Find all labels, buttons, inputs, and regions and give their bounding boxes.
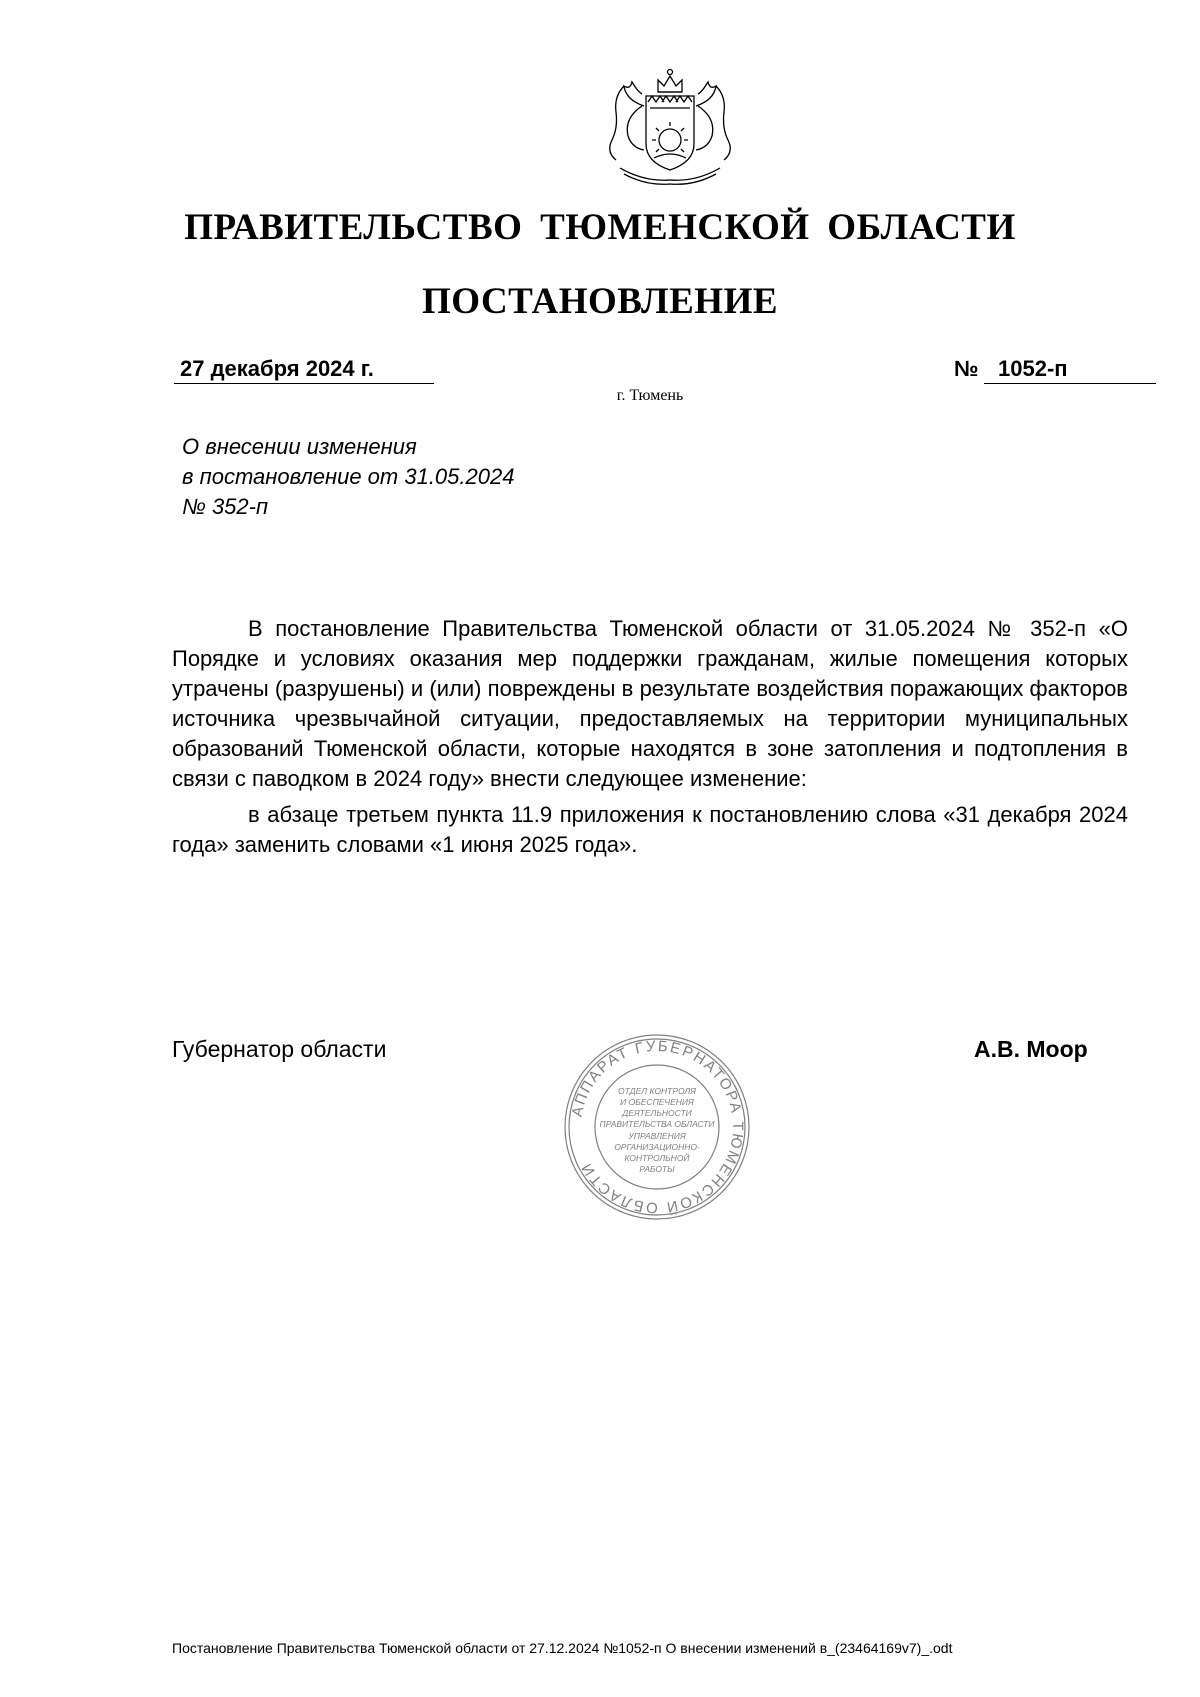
document-body	[172, 614, 1128, 866]
stamp-line: И ОБЕСПЕЧЕНИЯ	[620, 1097, 694, 1107]
stamp-line: КОНТРОЛЬНОЙ	[624, 1153, 690, 1163]
document-subject	[182, 432, 514, 522]
stamp-line: ОТДЕЛ КОНТРОЛЯ	[618, 1086, 696, 1096]
subject-line: № 352-п	[182, 494, 269, 519]
stamp-line: ДЕЯТЕЛЬНОСТИ	[622, 1108, 692, 1118]
document-date: 27 декабря 2024 г.	[174, 356, 434, 384]
coat-of-arms-icon	[594, 66, 746, 188]
number-sign: №	[954, 356, 979, 381]
city-label: г. Тюмень	[616, 387, 684, 404]
body-paragraph: В постановление Правительства Тюменской области от 31.05.2024 № 352-п «О Порядке и условиях оказания мер поддержки гражданам, жилые помещения которых утрачены (разрушены) и (или) повреждены в результате воздействия поражающих факторов источника чрезвычайной ситуации, предоставляемых на территории муниципальных образований Тюменской области, которые находятся в зоне затопления и подтопления в связи с паводком в 2024 году» внести следующее изменение:	[172, 616, 1128, 791]
file-footer: Постановление Правительства Тюменской области от 27.12.2024 №1052-п О внесении изменений в_(23464169v7)_.odt	[172, 1640, 953, 1656]
subject-line: О внесении изменения	[182, 434, 417, 459]
stamp-line: ОРГАНИЗАЦИОННО-	[614, 1142, 700, 1152]
stamp-outer-text: АППАРАТ ГУБЕРНАТОРА ТЮМЕНСКОЙ ОБЛАСТИ	[568, 1037, 747, 1217]
stamp-line: ПРАВИТЕЛЬСТВА ОБЛАСТИ	[599, 1119, 715, 1129]
signatory-role: Губернатор области	[172, 1036, 387, 1062]
official-seal-icon	[562, 1032, 752, 1222]
subject-line: в постановление от 31.05.2024	[182, 464, 515, 489]
body-paragraph: в абзаце третьем пункта 11.9 приложения к постановлению слова «31 декабря 2024 года» заменить словами «1 июня 2025 года».	[172, 802, 1128, 857]
number-value: 1052-п	[984, 356, 1156, 384]
document-type-title: ПОСТАНОВЛЕНИЕ	[421, 281, 779, 322]
signatory-name: А.В. Моор	[974, 1036, 1088, 1062]
organization-title: ПРАВИТЕЛЬСТВО ТЮМЕНСКОЙ ОБЛАСТИ	[184, 207, 1016, 248]
stamp-line: УПРАВЛЕНИЯ	[628, 1131, 686, 1141]
stamp-line: РАБОТЫ	[639, 1164, 675, 1174]
